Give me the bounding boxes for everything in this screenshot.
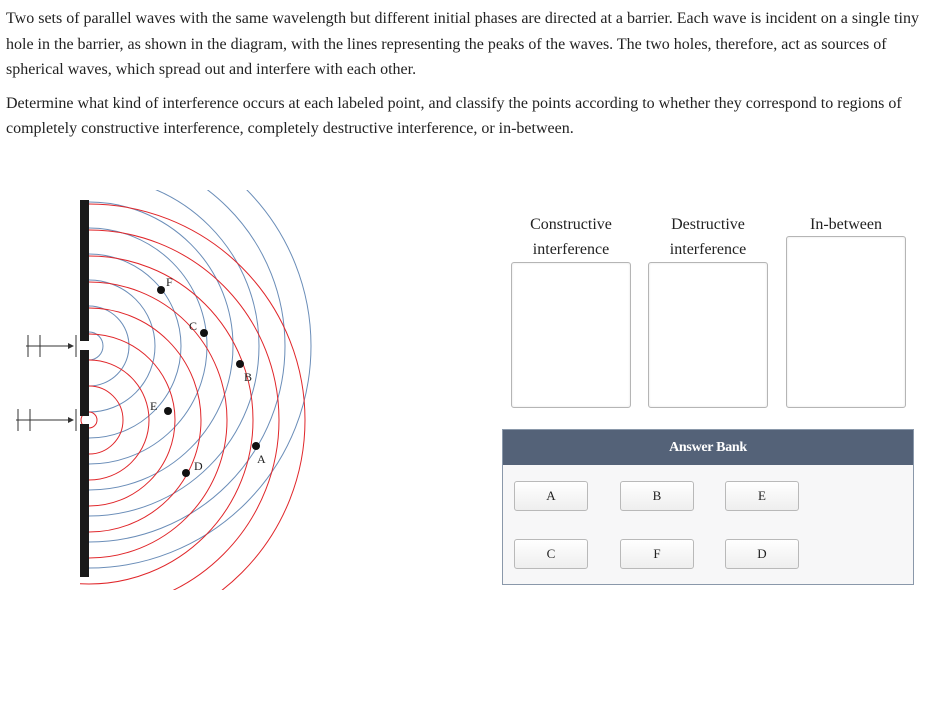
interference-diagram: [0, 190, 320, 590]
point-e: [164, 407, 172, 415]
answer-chip-f[interactable]: F: [620, 539, 694, 569]
lower-hole-wavefronts: [0, 204, 305, 590]
incoming-wavefronts: [16, 335, 76, 431]
in-between-header: In-between: [810, 216, 882, 233]
point-label-c: C: [189, 319, 198, 333]
answer-chip-e[interactable]: E: [725, 481, 799, 511]
point-label-b: B: [244, 370, 253, 384]
point-c: [200, 329, 208, 337]
question-paragraph-1: Two sets of parallel waves with the same wavelength but different initial phases are directed at a barrier. Each wave is incident on a single tiny hole in the barrier, as shown in the diagram, with the lines representing the peaks of the waves. The two holes, therefore, act as sources of spherical waves, which spread out and interfere with each other.: [6, 10, 919, 78]
in-between-drop-zone[interactable]: [786, 236, 906, 408]
destructive-drop-zone[interactable]: [648, 262, 768, 408]
constructive-drop-zone[interactable]: [511, 262, 631, 408]
point-a: [252, 442, 260, 450]
point-b: [236, 360, 244, 368]
labeled-points: [150, 275, 266, 477]
answer-chip-b[interactable]: B: [620, 481, 694, 511]
upper-hole-wavefronts: [0, 190, 311, 568]
upper-wavefront: [0, 190, 259, 516]
destructive-header: Destructive interference: [669, 216, 747, 258]
upper-wavefront: [0, 190, 311, 568]
barrier: [80, 200, 89, 577]
point-f: [157, 286, 165, 294]
point-label-a: A: [257, 452, 266, 466]
point-label-e: E: [150, 399, 158, 413]
answer-bank: [502, 429, 914, 585]
question-prompt: [6, 6, 921, 150]
point-label-f: F: [166, 275, 173, 289]
lower-wavefront: [0, 230, 279, 590]
point-label-d: D: [194, 459, 203, 473]
lower-wavefront: [0, 204, 305, 590]
answer-chip-c[interactable]: C: [514, 539, 588, 569]
point-d: [182, 469, 190, 477]
answer-chip-a[interactable]: A: [514, 481, 588, 511]
answer-chip-d[interactable]: D: [725, 539, 799, 569]
question-paragraph-2: Determine what kind of interference occurs at each labeled point, and classify the points according to whether they correspond to regions of completely constructive interference, completely destructive interference, or in-between.: [6, 94, 902, 137]
answer-bank-title: Answer Bank: [503, 430, 913, 465]
constructive-header: Constructive interference: [530, 216, 612, 258]
